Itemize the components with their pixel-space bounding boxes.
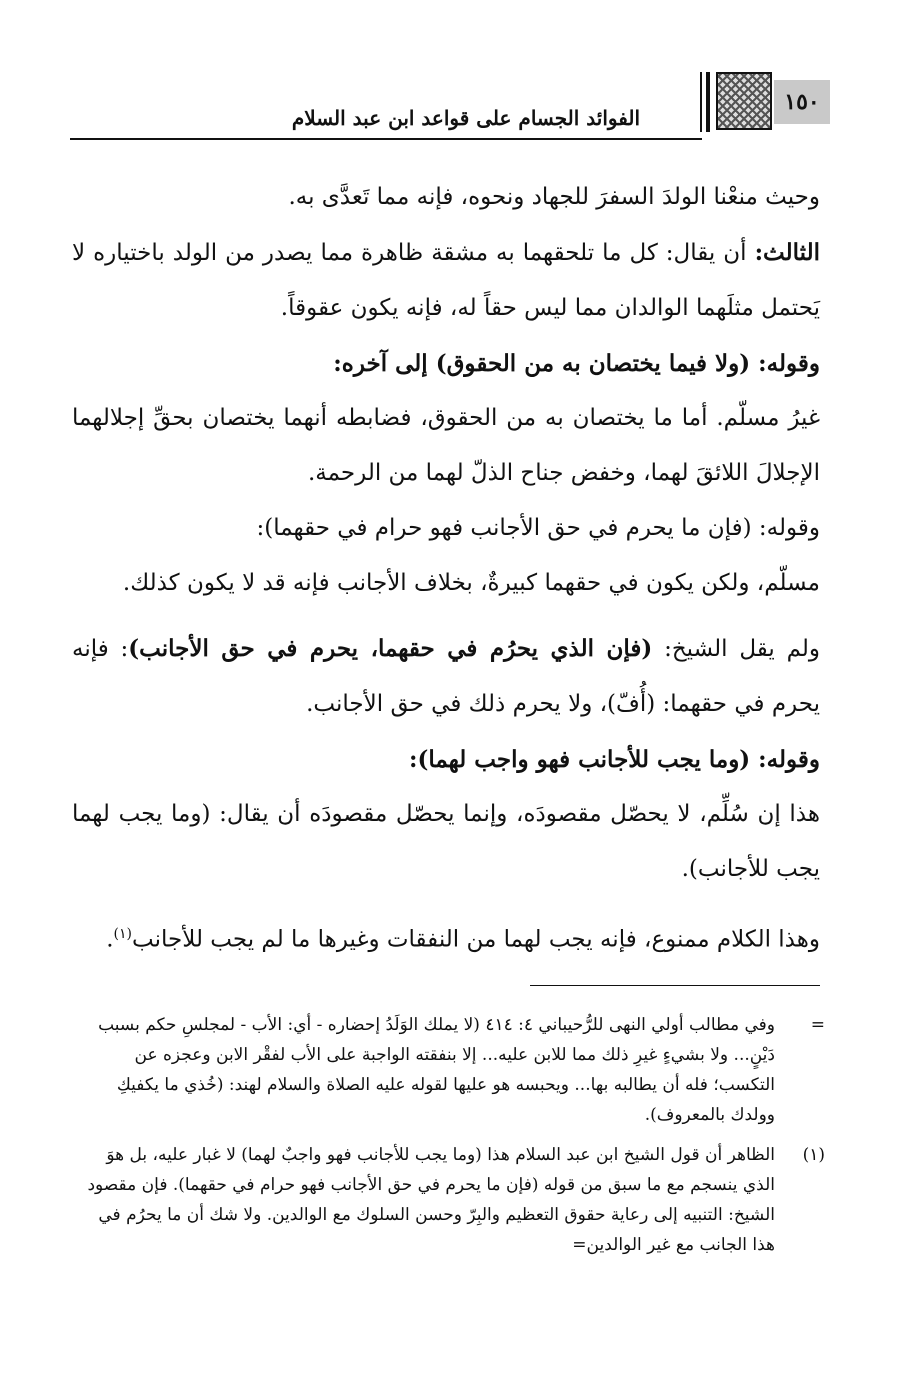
footnote [80, 1010, 825, 1130]
paragraph: وحيث منعْنا الولدَ السفرَ للجهاد ونحوه، فإنه مما تَعدَّى به. [288, 184, 820, 210]
paragraph-text: وهذا الكلام ممنوع، فإنه يجب لهما من النفقات وغيرها ما لم يجب للأجانب [132, 926, 820, 953]
footnote-text: الظاهر أن قول الشيخ ابن عبد السلام هذا (وما يجب للأجانب فهو واجبٌ لهما) لا غبار عليه، بل هوَ الذي ينسجم مع ما سبق من قوله (فإن ما يحرم في حق الأجانب فهو حرام في حقهما). فإن مقصود الشيخ: التنبيه إلى رعاية حقوق التعظيم والبِرّ وحسن السلوك مع الوالدين. ولا شك أن ما يحرُم في هذا الجانب مع غير الوالدين= [87, 1145, 775, 1255]
footnote-separator [530, 985, 820, 986]
paragraph-text: أن يقال: كل ما تلحقهما به مشقة ظاهرة مما يصدر من الولد باختياره لا يَحتمل مثلَهما الوالدان مما ليس حقاً له، فإنه يكون عقوقاً. [72, 240, 820, 321]
quoted-heading: وقوله: (وما يجب للأجانب فهو واجب لهما): [408, 746, 820, 773]
paragraph [72, 907, 820, 968]
footnote [80, 1140, 825, 1260]
main-text [72, 170, 820, 968]
paragraph: مسلّم، ولكن يكون في حقهما كبيرةٌ، بخلاف الأجانب فإنه قد لا يكون كذلك. [122, 570, 820, 596]
footnote-marker: (١) [802, 1145, 825, 1165]
paragraph [72, 225, 820, 336]
paragraph: غيرُ مسلّم. أما ما يختصان به من الحقوق، فضابطه أنهما يختصان بحقِّ إجلالهما الإجلالَ اللائقَ لهما، وخفض جناح الذلّ لهما من الرحمة. [72, 405, 820, 486]
ornament-bar [706, 72, 710, 132]
footnote-reference[interactable]: (١) [113, 926, 133, 942]
footnote-marker: = [810, 1015, 825, 1035]
paragraph [72, 621, 820, 732]
page-header [70, 72, 830, 132]
footnotes [80, 1010, 825, 1260]
paragraph: هذا إن سُلِّم، لا يحصّل مقصودَه، وإنما يحصّل مقصودَه أن يقال: (وما يجب لهما يجب للأجانب). [72, 801, 820, 882]
ornament-icon [716, 72, 772, 130]
paragraph-end: . [106, 926, 114, 953]
section-label: الثالث: [754, 239, 820, 266]
page-number: ١٥٠ [774, 80, 830, 124]
footnote-text: وفي مطالب أولي النهى للرُّحيباني ٤: ٤١٤ (لا يملك الوَلَدُ إحضاره - أي: الأب - لمجلسِ حكم بسبب دَيْنٍ... ولا بشيءٍ غيرِ ذلك مما للابن عليه... إلا بنفقته الواجبة على الأب لفقْر الابن وعجزه عن التكسب؛ فله أن يطالبه بها... ويحبسه هو عليها لقوله عليه الصلاة والسلام لهند: (خُذي ما يكفيكِ وولدك بالمعروف). [98, 1015, 775, 1125]
quoted-text: (فإن الذي يحرُم في حقهما، يحرم في حق الأجانب) [128, 635, 653, 662]
paragraph-text: : فإنه يحرم في حقهما: (أُفّ)، ولا يحرم ذلك في حق الأجانب. [72, 636, 820, 717]
ornament-bar [700, 72, 702, 132]
running-title: الفوائد الجسام على قواعد ابن عبد السلام [291, 106, 640, 130]
quoted-heading: وقوله: (فإن ما يحرم في حق الأجانب فهو حرام في حقهما): [256, 515, 820, 541]
header-rule [70, 138, 702, 140]
paragraph-text: ولم يقل الشيخ: [652, 636, 820, 662]
quoted-heading: وقوله: (ولا فيما يختصان به من الحقوق) إلى آخره: [333, 350, 820, 377]
